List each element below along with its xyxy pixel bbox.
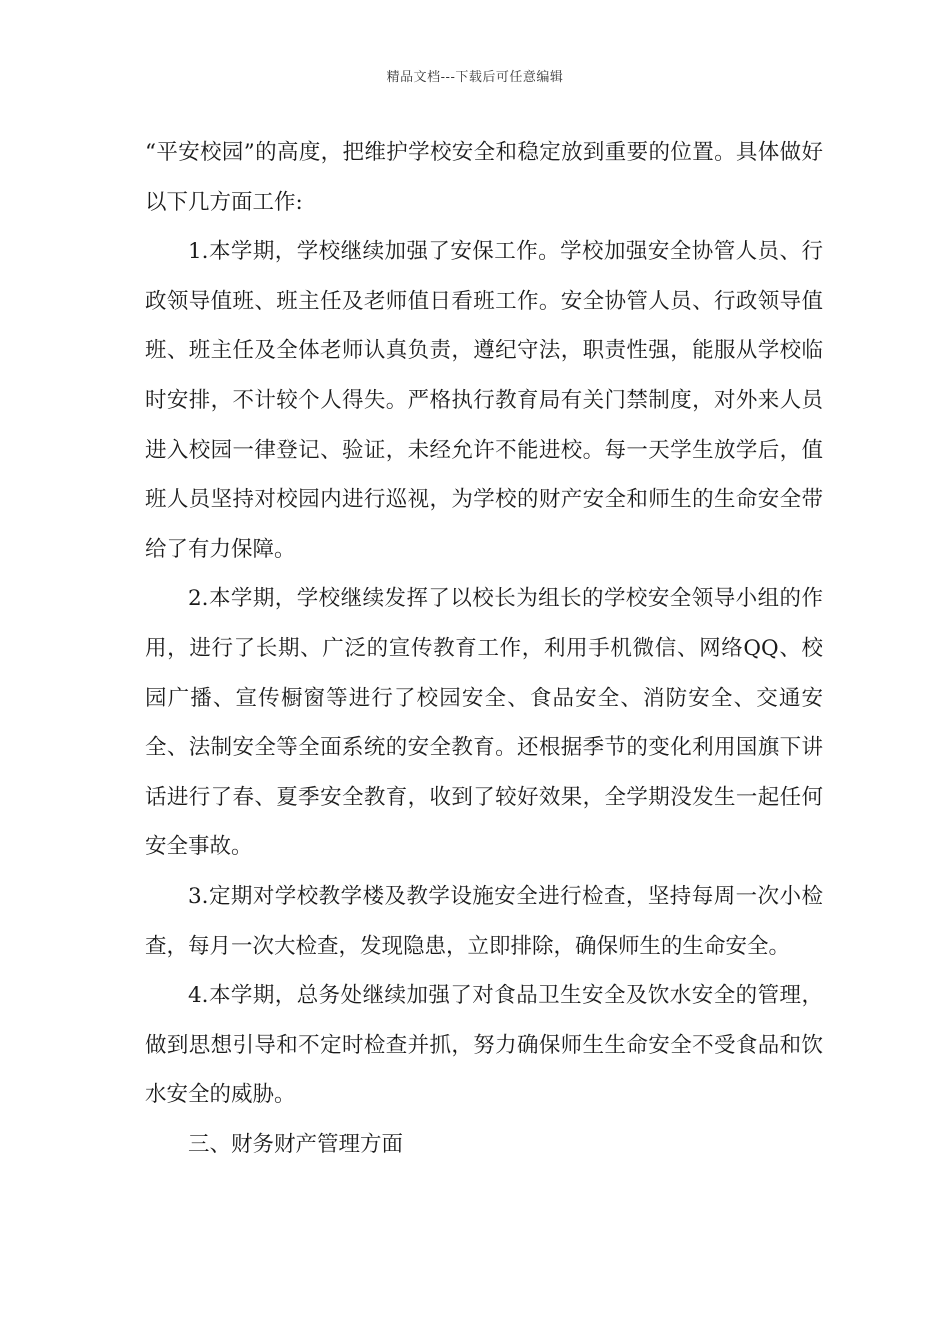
section-heading-3: 三、财务财产管理方面 [188, 1131, 404, 1157]
paragraph-item-3: 3.定期对学校教学楼及教学设施安全进行检查，坚持每周一次小检查，每月一次大检查，发现隐患，立即排除，确保师生的生命安全。 [145, 883, 823, 959]
paragraph-item-2: 2.本学期，学校继续发挥了以校长为组长的学校安全领导小组的作用，进行了长期、广泛的宣传教育工作，利用手机微信、网络QQ、校园广播、宣传橱窗等进行了校园安全、食品安全、消防安全、交通安全、法制安全等全面系统的安全教育。还根据季节的变化利用国旗下讲话进行了春、夏季安全教育，收到了较好效果，全学期没发生一起任何安全事故。 [145, 586, 823, 860]
document-body [145, 128, 823, 1169]
page-header: 精品文档---下载后可任意编辑 [386, 70, 564, 85]
paragraph-item-4: 4.本学期，总务处继续加强了对食品卫生安全及饮水安全的管理，做到思想引导和不定时检查并抓，努力确保师生生命安全不受食品和饮水安全的威胁。 [145, 983, 823, 1108]
paragraph-item-1: 1.本学期，学校继续加强了安保工作。学校加强安全协管人员、行政领导值班、班主任及老师值日看班工作。安全协管人员、行政领导值班、班主任及全体老师认真负责，遵纪守法，职责性强，能服从学校临时安排，不计较个人得失。严格执行教育局有关门禁制度，对外来人员进入校园一律登记、验证，未经允许不能进校。每一天学生放学后，值班人员坚持对校园内进行巡视，为学校的财产安全和师生的生命安全带给了有力保障。 [145, 239, 823, 562]
paragraph-intro: “平安校园”的高度，把维护学校安全和稳定放到重要的位置。具体做好以下几方面工作: [145, 140, 823, 215]
